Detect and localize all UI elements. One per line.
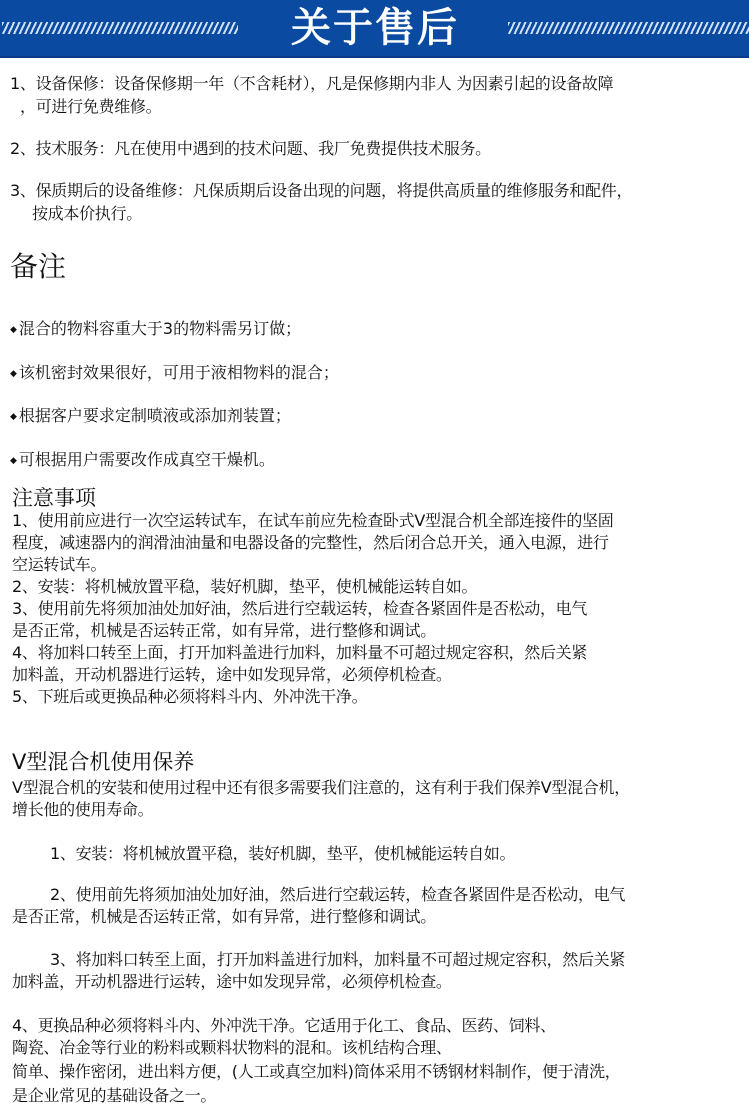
precautions-line: 程度，减速器内的润滑油油量和电器设备的完整性，然后闭合总开关，通入电源，进行 [12,533,609,552]
maintenance-item-4-line: 陶瓷、冶金等行业的粉料或颗料状物料的混和。该机结构合理、 [12,1038,452,1057]
maintenance-item-2-line: 是否正常，机械是否运转正常，如有异常，进行整修和调试。 [12,907,436,926]
notes-item: ◆ 可根据用户需要改作成真空干燥机。 [10,449,275,472]
precautions-line: 3、使用前先将须加油处加好油，然后进行空载运转，检查各紧固件是否松动，电气 [12,599,588,618]
maintenance-intro-line: 增长他的使用寿命。 [12,800,154,819]
precautions-line: 4、将加料口转至上面，打开加料盖进行加料，加料量不可超过规定容积，然后关紧 [12,643,588,662]
after-sales-item-2: 2、技术服务：凡在使用中遇到的技术问题、我厂免费提供技术服务。 [10,139,491,158]
notes-item: ◆ 根据客户要求定制喷液或添加剂装置； [10,405,291,428]
precautions-line: 5、下班后或更换品种必须将料斗内、外冲洗干净。 [12,687,368,706]
diamond-bullet-icon: ◆ [10,369,17,379]
precautions-line: 是否正常，机械是否运转正常，如有异常，进行整修和调试。 [12,621,436,640]
precautions-title: 注意事项 [12,486,96,510]
diamond-bullet-icon: ◆ [10,456,17,466]
after-sales-item-3-line-2: 按成本价执行。 [32,204,142,223]
notes-item: ◆ 混合的物料容重大于3的物料需另订做； [10,318,301,341]
banner-stripes-right [508,22,749,34]
banner-title: 关于售后 [291,5,459,51]
maintenance-item-4-line: 4、更换品种必须将料斗内、外冲洗干净。它适用于化工、食品、医药、饲料、 [12,1016,556,1035]
after-sales-item-1-line-1: 1、设备保修：设备保修期一年（不含耗材），凡是保修期内非人 为因素引起的设备故障 [10,74,614,93]
notes-title: 备注 [10,250,67,283]
maintenance-item-4-line: 简单、操作密闭，进出料方便，(人工或真空加料)筒体采用不锈钢材料制作，便于清洗， [12,1062,621,1081]
section-banner [0,0,749,58]
maintenance-item-3-line: 3、将加料口转至上面，打开加料盖进行加料，加料量不可超过规定容积，然后关紧 [50,950,626,969]
maintenance-item-1: 1、安装：将机械放置平稳，装好机脚，垫平，使机械能运转自如。 [50,844,516,863]
diamond-bullet-icon: ◆ [10,325,17,335]
precautions-line: 空运转试车。 [12,555,107,574]
diamond-bullet-icon: ◆ [10,412,17,422]
banner-stripes-left [2,22,238,34]
maintenance-intro-line: V型混合机的安装和使用过程中还有很多需要我们注意的，这有利于我们保养V型混合机， [12,778,630,797]
notes-item: ◆ 该机密封效果很好，可用于液相物料的混合； [10,362,339,385]
after-sales-item-3-line-1: 3、保质期后的设备维修：凡保质期后设备出现的问题，将提供高质量的维修服务和配件， [10,181,633,200]
maintenance-title: V型混合机使用保养 [12,750,195,774]
maintenance-item-2-line: 2、使用前先将须加油处加好油，然后进行空载运转，检查各紧固件是否松动，电气 [50,885,626,904]
maintenance-item-3-line: 加料盖，开动机器进行运转，途中如发现异常，必须停机检查。 [12,972,452,991]
after-sales-item-1-line-2: ，可进行免费维修。 [20,97,162,116]
precautions-line: 1、使用前应进行一次空运转试车，在试车前应先检查卧式V型混合机全部连接件的坚固 [12,511,614,530]
maintenance-item-4-line: 是企业常见的基础设备之一。 [12,1086,217,1105]
precautions-line: 加料盖，开动机器进行运转，途中如发现异常，必须停机检查。 [12,665,452,684]
precautions-line: 2、安装：将机械放置平稳，装好机脚，垫平，使机械能运转自如。 [12,577,478,596]
